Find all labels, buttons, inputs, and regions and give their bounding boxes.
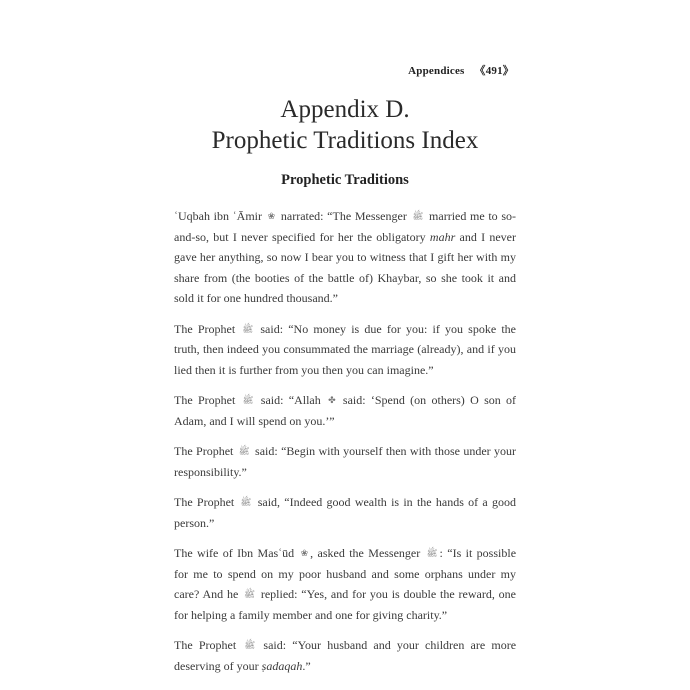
salawat-honorific-icon: ﷺ <box>426 548 438 558</box>
paragraph-1-text-b: narrated: “The Messenger <box>280 209 407 223</box>
body-text <box>174 206 516 686</box>
paragraph-3-text-a: The Prophet <box>174 393 236 407</box>
page-title <box>0 94 690 156</box>
paragraph-1-text-a: ʿUqbah ibn ʿĀmir <box>174 209 262 223</box>
term-sadaqah: ṣadaqah <box>261 658 303 673</box>
paragraph-3-text-b: said: “Allah <box>260 393 321 407</box>
paragraph-7-text-c: .” <box>302 658 311 673</box>
paragraph-1-text-d: and I never gave her anything, so now I bear you to witness that I gift her with my share from (the booties of the battle of) Khaybar, so she took it and sold it for one hundred thousand.” <box>174 229 516 305</box>
paragraph-7 <box>174 635 516 676</box>
paragraph-5-text-b: said, “Indeed good wealth is in the hands of a good person.” <box>174 495 517 530</box>
paragraph-6-text-d: replied: “Yes, and for you is double the reward, one for helping a family member and one for giving charity.” <box>174 587 516 622</box>
paragraph-7-text-a: The Prophet <box>174 638 237 652</box>
paragraph-3-text-c: said: ‘Spend (on others) O son of Adam, and I will spend on you.’” <box>174 393 517 428</box>
paragraph-5-text-a: The Prophet <box>174 495 235 509</box>
salawat-honorific-icon: ﷺ <box>240 497 252 507</box>
paragraph-2-text-b: said: “No money is due for you: if you spoke the truth, then indeed you consummated the marriage (already), and if you lied then it is further from you then you can imagine.” <box>174 321 516 377</box>
paragraph-3 <box>174 390 516 431</box>
section-heading: Prophetic Traditions <box>281 172 409 188</box>
title-line-2: Prophetic Traditions Index <box>211 127 479 154</box>
term-mahr: mahr <box>429 229 456 244</box>
paragraph-6 <box>174 543 516 625</box>
page-number: 《491》 <box>474 65 514 77</box>
salawat-honorific-icon: ﷺ <box>412 211 424 221</box>
radiya-honorific-icon: ❀ <box>300 548 309 558</box>
paragraph-7-text-b: said: “Your husband and your children are more deserving of your <box>174 638 517 673</box>
paragraph-1-text-c: married me to so-and-so, but I never specified for her the obligatory <box>174 209 517 244</box>
running-header <box>408 62 514 78</box>
radiya-honorific-icon: ❀ <box>267 211 276 221</box>
paragraph-6-text-b: , asked the Messenger <box>310 546 421 560</box>
paragraph-4 <box>174 441 516 482</box>
salawat-honorific-icon: ﷺ <box>242 323 254 334</box>
paragraph-2 <box>174 319 516 381</box>
paragraph-2-text-a: The Prophet <box>174 321 236 336</box>
running-header-section: Appendices <box>408 65 465 77</box>
salawat-honorific-icon: ﷺ <box>244 640 256 650</box>
salawat-honorific-icon: ﷺ <box>238 446 250 456</box>
paragraph-1 <box>174 206 516 309</box>
paragraph-5 <box>174 492 516 533</box>
subhanahu-honorific-icon: ✤ <box>328 395 336 405</box>
title-line-1: Appendix D. <box>280 96 410 123</box>
paragraph-4-text-a: The Prophet <box>174 444 234 458</box>
paragraph-4-text-b: said: “Begin with yourself then with those under your responsibility.” <box>174 444 517 479</box>
paragraph-6-text-c: : “Is it possible for me to spend on my poor husband and some orphans under my care? And he <box>174 546 517 601</box>
salawat-honorific-icon: ﷺ <box>242 395 254 405</box>
salawat-honorific-icon: ﷺ <box>244 589 255 599</box>
paragraph-6-text-a: The wife of Ibn Masʿūd <box>174 546 295 560</box>
